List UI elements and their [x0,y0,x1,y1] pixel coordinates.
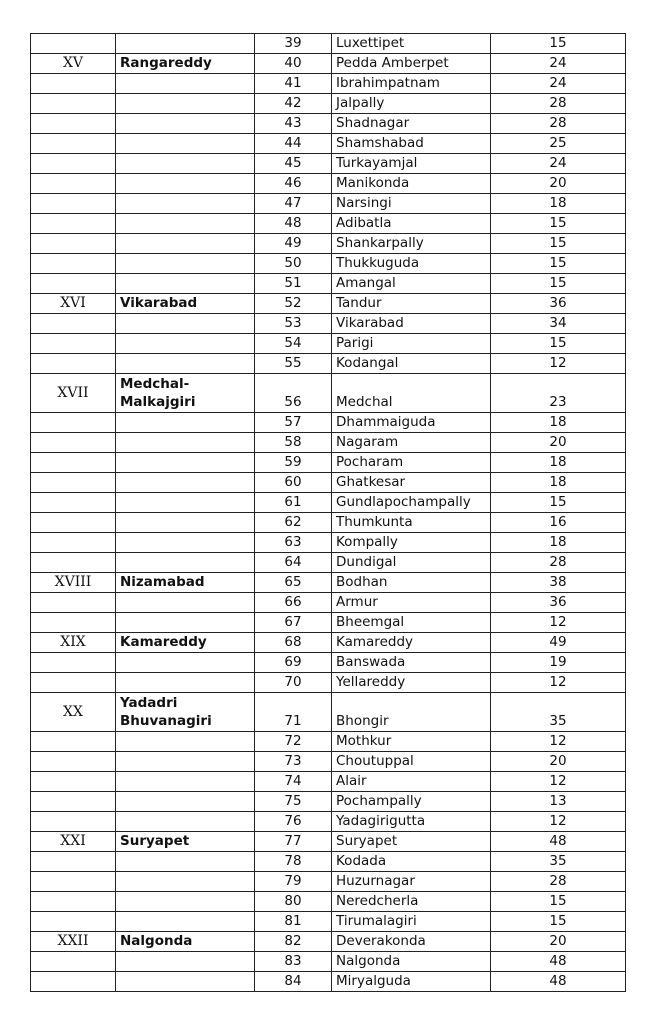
municipality-name-cell: Tandur [332,294,491,314]
district-name-cell [116,493,255,513]
serial-number-cell: 70 [255,673,332,693]
municipality-name-cell: Bhongir [332,693,491,732]
table-row [31,114,626,134]
table-row [31,413,626,433]
municipality-name-cell: Jalpally [332,94,491,114]
district-name-cell [116,334,255,354]
table-row [31,513,626,533]
ward-count-cell: 15 [491,493,626,513]
municipality-name-cell: Ghatkesar [332,473,491,493]
municipality-name-cell: Tirumalagiri [332,912,491,932]
district-name-cell [116,74,255,94]
district-name-cell [116,613,255,633]
serial-number-cell: 45 [255,154,332,174]
serial-number-cell: 52 [255,294,332,314]
serial-number-cell: 54 [255,334,332,354]
municipality-name-cell: Turkayamjal [332,154,491,174]
municipality-name-cell: Miryalguda [332,972,491,992]
district-name-cell [116,852,255,872]
ward-count-cell: 34 [491,314,626,334]
district-number-cell [31,194,116,214]
district-number-cell: XVI [31,294,116,314]
district-number-cell: XV [31,54,116,74]
district-name-cell: Nalgonda [116,932,255,952]
table-row [31,294,626,314]
ward-count-cell: 28 [491,94,626,114]
district-name-cell [116,952,255,972]
municipality-name-cell: Dhammaiguda [332,413,491,433]
district-number-cell [31,254,116,274]
district-number-cell [31,673,116,693]
district-name-cell: Nizamabad [116,573,255,593]
table-row [31,613,626,633]
serial-number-cell: 48 [255,214,332,234]
table-row [31,693,626,732]
district-number-cell [31,174,116,194]
serial-number-cell: 81 [255,912,332,932]
district-name-cell [116,354,255,374]
district-number-cell [31,274,116,294]
ward-count-cell: 19 [491,653,626,673]
serial-number-cell: 53 [255,314,332,334]
ward-count-cell: 15 [491,912,626,932]
table-row [31,673,626,693]
municipality-name-cell: Nalgonda [332,952,491,972]
municipality-name-cell: Pedda Amberpet [332,54,491,74]
ward-count-cell: 18 [491,533,626,553]
municipality-name-cell: Medchal [332,374,491,413]
district-name-cell [116,892,255,912]
table-row [31,254,626,274]
municipality-name-cell: Manikonda [332,174,491,194]
district-number-cell [31,892,116,912]
district-name-cell [116,673,255,693]
municipality-name-cell: Nagaram [332,433,491,453]
table-row [31,772,626,792]
district-name-cell [116,134,255,154]
table-row [31,732,626,752]
district-number-cell [31,792,116,812]
district-number-cell: XIX [31,633,116,653]
ward-count-cell: 12 [491,354,626,374]
table-row [31,912,626,932]
municipality-name-cell: Narsingi [332,194,491,214]
ward-count-cell: 28 [491,553,626,573]
ward-count-cell: 28 [491,872,626,892]
district-number-cell [31,473,116,493]
district-name-cell [116,792,255,812]
table-row [31,473,626,493]
municipality-name-cell: Pocharam [332,453,491,473]
municipality-name-cell: Deverakonda [332,932,491,952]
district-name-cell [116,732,255,752]
municipality-name-cell: Kamareddy [332,633,491,653]
ward-count-cell: 20 [491,433,626,453]
municipality-name-cell: Kompally [332,533,491,553]
table-row [31,812,626,832]
serial-number-cell: 61 [255,493,332,513]
ward-count-cell: 36 [491,593,626,613]
district-name-cell [116,433,255,453]
table-row [31,633,626,653]
district-number-cell: XVII [31,374,116,413]
serial-number-cell: 55 [255,354,332,374]
ward-count-cell: 24 [491,154,626,174]
municipality-name-cell: Dundigal [332,553,491,573]
serial-number-cell: 71 [255,693,332,732]
serial-number-cell: 59 [255,453,332,473]
district-number-cell [31,732,116,752]
municipality-name-cell: Amangal [332,274,491,294]
district-name-cell [116,812,255,832]
district-name-cell [116,653,255,673]
district-number-cell [31,593,116,613]
municipality-name-cell: Bheemgal [332,613,491,633]
ward-count-cell: 38 [491,573,626,593]
serial-number-cell: 80 [255,892,332,912]
ward-count-cell: 18 [491,453,626,473]
ward-count-cell: 13 [491,792,626,812]
district-name-cell [116,194,255,214]
table-row [31,593,626,613]
serial-number-cell: 79 [255,872,332,892]
serial-number-cell: 77 [255,832,332,852]
district-name-cell [116,972,255,992]
district-name-cell: Medchal-Malkajgiri [116,374,255,413]
municipality-name-cell: Suryapet [332,832,491,852]
district-name-cell [116,174,255,194]
table-row [31,972,626,992]
district-number-cell [31,334,116,354]
district-number-cell [31,752,116,772]
ward-count-cell: 18 [491,194,626,214]
serial-number-cell: 66 [255,593,332,613]
municipalities-table [30,33,626,992]
district-number-cell [31,493,116,513]
district-number-cell [31,354,116,374]
ward-count-cell: 49 [491,633,626,653]
ward-count-cell: 25 [491,134,626,154]
district-number-cell [31,433,116,453]
municipality-name-cell: Parigi [332,334,491,354]
ward-count-cell: 20 [491,752,626,772]
municipality-name-cell: Yadagirigutta [332,812,491,832]
table-row [31,872,626,892]
table-row [31,653,626,673]
district-number-cell [31,94,116,114]
district-number-cell [31,74,116,94]
ward-count-cell: 18 [491,413,626,433]
municipality-name-cell: Neredcherla [332,892,491,912]
district-name-cell: Yadadri Bhuvanagiri [116,693,255,732]
table-body [31,34,626,992]
district-name-cell [116,513,255,533]
municipality-name-cell: Adibatla [332,214,491,234]
district-number-cell: XXI [31,832,116,852]
table-row [31,234,626,254]
district-number-cell [31,553,116,573]
serial-number-cell: 84 [255,972,332,992]
ward-count-cell: 36 [491,294,626,314]
table-row [31,453,626,473]
municipality-name-cell: Luxettipet [332,34,491,54]
district-number-cell [31,772,116,792]
district-name-cell [116,533,255,553]
table-row [31,533,626,553]
district-name-cell: Kamareddy [116,633,255,653]
ward-count-cell: 15 [491,234,626,254]
serial-number-cell: 58 [255,433,332,453]
serial-number-cell: 63 [255,533,332,553]
municipality-name-cell: Vikarabad [332,314,491,334]
municipality-name-cell: Choutuppal [332,752,491,772]
serial-number-cell: 72 [255,732,332,752]
district-number-cell: XXII [31,932,116,952]
district-name-cell [116,94,255,114]
district-number-cell [31,952,116,972]
ward-count-cell: 35 [491,693,626,732]
district-name-cell [116,413,255,433]
serial-number-cell: 47 [255,194,332,214]
serial-number-cell: 49 [255,234,332,254]
district-name-cell [116,473,255,493]
district-number-cell [31,912,116,932]
district-number-cell: XX [31,693,116,732]
serial-number-cell: 44 [255,134,332,154]
serial-number-cell: 82 [255,932,332,952]
table-row [31,194,626,214]
district-number-cell [31,214,116,234]
district-number-cell [31,972,116,992]
district-name-cell [116,214,255,234]
district-name-cell: Suryapet [116,832,255,852]
table-row [31,932,626,952]
ward-count-cell: 24 [491,54,626,74]
district-name-cell [116,114,255,134]
serial-number-cell: 73 [255,752,332,772]
serial-number-cell: 65 [255,573,332,593]
district-number-cell [31,613,116,633]
district-number-cell [31,852,116,872]
municipality-name-cell: Banswada [332,653,491,673]
ward-count-cell: 48 [491,952,626,972]
serial-number-cell: 68 [255,633,332,653]
table-row [31,952,626,972]
district-number-cell [31,154,116,174]
ward-count-cell: 18 [491,473,626,493]
serial-number-cell: 46 [255,174,332,194]
district-number-cell [31,114,116,134]
district-name-cell [116,234,255,254]
ward-count-cell: 28 [491,114,626,134]
district-name-cell [116,154,255,174]
table-row [31,214,626,234]
district-name-cell [116,453,255,473]
district-name-cell [116,912,255,932]
district-name-cell: Rangareddy [116,54,255,74]
district-number-cell [31,533,116,553]
municipality-name-cell: Mothkur [332,732,491,752]
municipality-name-cell: Thukkuguda [332,254,491,274]
table-row [31,274,626,294]
municipality-name-cell: Bodhan [332,573,491,593]
serial-number-cell: 64 [255,553,332,573]
ward-count-cell: 12 [491,673,626,693]
table-row [31,314,626,334]
table-row [31,433,626,453]
serial-number-cell: 51 [255,274,332,294]
serial-number-cell: 69 [255,653,332,673]
table-row [31,792,626,812]
municipality-name-cell: Shankarpally [332,234,491,254]
municipality-name-cell: Kodangal [332,354,491,374]
municipality-name-cell: Shadnagar [332,114,491,134]
district-number-cell: XVIII [31,573,116,593]
district-name-cell [116,34,255,54]
serial-number-cell: 78 [255,852,332,872]
ward-count-cell: 15 [491,892,626,912]
table-row [31,354,626,374]
table-row [31,553,626,573]
serial-number-cell: 83 [255,952,332,972]
district-number-cell [31,513,116,533]
ward-count-cell: 15 [491,214,626,234]
municipality-name-cell: Yellareddy [332,673,491,693]
ward-count-cell: 12 [491,812,626,832]
table-row [31,74,626,94]
district-name-cell [116,274,255,294]
district-number-cell [31,872,116,892]
table-row [31,54,626,74]
municipality-name-cell: Shamshabad [332,134,491,154]
table-row [31,892,626,912]
municipality-name-cell: Huzurnagar [332,872,491,892]
serial-number-cell: 40 [255,54,332,74]
serial-number-cell: 39 [255,34,332,54]
district-name-cell [116,553,255,573]
serial-number-cell: 74 [255,772,332,792]
ward-count-cell: 16 [491,513,626,533]
ward-count-cell: 48 [491,832,626,852]
table-row [31,573,626,593]
table-row [31,154,626,174]
ward-count-cell: 24 [491,74,626,94]
table-row [31,752,626,772]
district-number-cell [31,234,116,254]
ward-count-cell: 48 [491,972,626,992]
ward-count-cell: 20 [491,174,626,194]
municipality-name-cell: Kodada [332,852,491,872]
table-row [31,832,626,852]
municipality-name-cell: Pochampally [332,792,491,812]
district-name-cell [116,254,255,274]
serial-number-cell: 43 [255,114,332,134]
table-row [31,34,626,54]
municipality-name-cell: Thumkunta [332,513,491,533]
district-name-cell: Vikarabad [116,294,255,314]
ward-count-cell: 15 [491,34,626,54]
ward-count-cell: 35 [491,852,626,872]
serial-number-cell: 56 [255,374,332,413]
district-number-cell [31,34,116,54]
municipality-name-cell: Armur [332,593,491,613]
serial-number-cell: 60 [255,473,332,493]
ward-count-cell: 15 [491,334,626,354]
ward-count-cell: 12 [491,732,626,752]
serial-number-cell: 50 [255,254,332,274]
district-number-cell [31,453,116,473]
district-name-cell [116,872,255,892]
table-row [31,174,626,194]
district-name-cell [116,314,255,334]
district-name-cell [116,772,255,792]
table-row [31,134,626,154]
district-number-cell [31,812,116,832]
table-row [31,374,626,413]
district-number-cell [31,653,116,673]
ward-count-cell: 20 [491,932,626,952]
ward-count-cell: 23 [491,374,626,413]
document-page [30,33,626,992]
serial-number-cell: 62 [255,513,332,533]
district-name-cell [116,593,255,613]
ward-count-cell: 12 [491,772,626,792]
ward-count-cell: 12 [491,613,626,633]
district-name-cell [116,752,255,772]
serial-number-cell: 76 [255,812,332,832]
municipality-name-cell: Alair [332,772,491,792]
municipality-name-cell: Ibrahimpatnam [332,74,491,94]
serial-number-cell: 42 [255,94,332,114]
table-row [31,94,626,114]
table-row [31,852,626,872]
district-number-cell [31,134,116,154]
ward-count-cell: 15 [491,274,626,294]
serial-number-cell: 41 [255,74,332,94]
ward-count-cell: 15 [491,254,626,274]
serial-number-cell: 75 [255,792,332,812]
serial-number-cell: 67 [255,613,332,633]
district-number-cell [31,413,116,433]
table-row [31,493,626,513]
district-number-cell [31,314,116,334]
serial-number-cell: 57 [255,413,332,433]
municipality-name-cell: Gundlapochampally [332,493,491,513]
table-row [31,334,626,354]
